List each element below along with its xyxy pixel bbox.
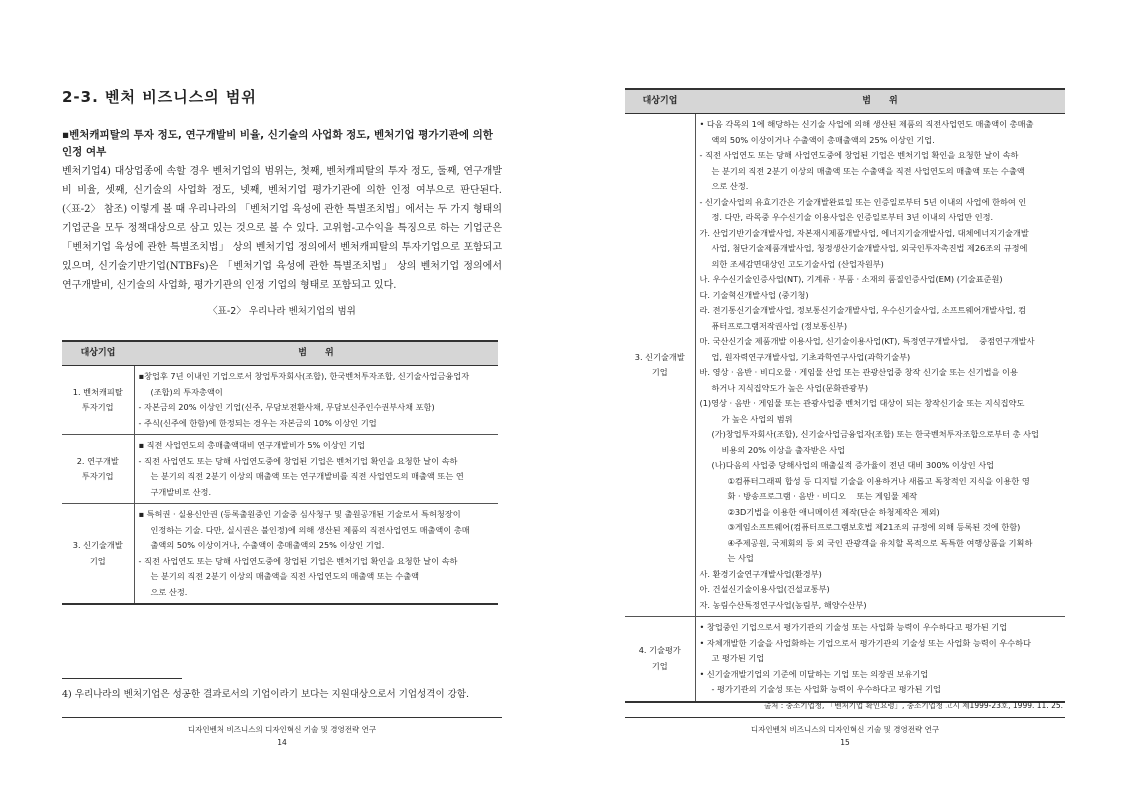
body-paragraph: 벤처기업4) 대상업종에 속할 경우 벤처기업의 범위는, 첫째, 벤처캐피탈의 투자 정도, 둘째, 연구개발비 비율, 셋째, 신기술의 사업화 정도, 넷째, 벤처기업 평가기관에 의한 인정 여부으로 판단된다.(〈표-2〉 참조) 이렇게 볼 때 우리나라의 「벤처기업 육성에 관한 특별조치법」에서는 두 가지 형태의 기업군을 모두 정책대상으로 삼고 있는 것으로 볼 수 있다. 고위험-고수익을 특징으로 하는 기업군은 「벤처기업 육성에 관한 특별조치법」 상의 벤처기업 정의에서 벤처캐피탈의 투자기업으로 포함되고 있으며, 신기술기반기업(NTBFs)은 「벤처기업 육성에 관한 특별조치법」 상의 벤처기업 정의에서 연구개발비, 신기술의 사업화, 평가기관의 인정 기업의 형태로 포함되고 있다. — [62, 166, 502, 291]
scope-line: (나)다음의 사업중 당해사업의 매출실적 증가율이 전년 대비 300% 이상인 사업 — [711, 460, 995, 470]
scope-line: 인정하는 기술. 다만, 실시권은 불인정)에 의해 생산된 제품의 직전사업연도 매출액이 총매 — [150, 524, 470, 535]
row-scope — [695, 617, 1065, 702]
col-header-target: 대상기업 — [625, 89, 695, 114]
scope-line: 고 평가된 기업 — [711, 653, 765, 663]
footer-title: 디자인벤처 비즈니스의 디자인혁신 기술 및 경영전략 연구 — [750, 725, 940, 734]
scope-line: 사업, 첨단기술제품개발사업, 청정생산기술개발사업, 외국인투자촉진법 제26조의 규정에 — [711, 243, 1028, 253]
row-category-line: 3. 신기술개발 — [72, 540, 123, 550]
row-scope — [695, 114, 1065, 617]
scope-line: 출액의 50% 이상이거나, 수출액이 총매출액의 25% 이상인 기업. — [150, 540, 385, 550]
scope-line: 나. 우수신기술인증사업(NT), 기계류 · 부품 · 소재의 품질인증사업(EM) (기술표준원) — [699, 274, 1003, 284]
page-number: 15 — [840, 738, 850, 747]
row-category — [625, 114, 695, 617]
row-category-line: 기업 — [651, 367, 668, 377]
scope-line: ③게임소프트웨어(컴퓨터프로그램보호법 제21조의 규정에 의해 등록된 것에 한함) — [727, 522, 1021, 532]
scope-line: 가 높은 사업의 범위 — [721, 413, 793, 424]
venture-scope-table-right — [625, 88, 1065, 703]
scope-line: 하거나 지식집약도가 높은 사업(문화관광부) — [711, 382, 869, 393]
table-row — [625, 114, 1065, 617]
right-page — [565, 0, 1125, 792]
scope-line: 는 분기의 직전 2분기 이상의 매출액 또는 수출액을 직전 사업연도의 매출액 또는 수출액 — [711, 165, 1025, 176]
row-category-line: 투자기업 — [81, 471, 114, 481]
source-note: 출처 : 중소기업청, 「벤처기업 확인요령」, 중소기업청 고시 제1999-23호, 1999. 11. 25. — [763, 701, 1063, 710]
row-category — [62, 366, 134, 435]
venture-scope-table-left — [62, 340, 498, 605]
scope-line: - 평가기관의 기술성 또는 사업화 능력이 우수하다고 평가된 기업 — [711, 684, 941, 694]
footer-title: 디자인벤처 비즈니스의 디자인혁신 기술 및 경영전략 연구 — [187, 725, 377, 734]
row-category — [62, 504, 134, 605]
row-category-line: 3. 신기술개발 — [634, 351, 685, 362]
row-category-line: 2. 연구개발 — [76, 455, 119, 466]
scope-line: • 다음 각목의 1에 해당하는 신기술 사업에 의해 생산된 제품의 직전사업연도 매출액이 총매출 — [699, 119, 1034, 129]
scope-line: 마. 국산신기술 제품개발 이용사업, 신기술이용사업(KT), 특정연구개발사업, 중점연구개발사 — [699, 336, 1035, 346]
col-header-scope: 범 위 — [134, 341, 498, 366]
scope-line: • 자체개발한 기술을 사업화하는 기업으로서 평가기관의 기술성 또는 사업화 능력이 우수하다 — [699, 637, 1031, 648]
page-footer — [625, 723, 1065, 749]
scope-line: (가)창업투자회사(조합), 신기술사업금융업자(조합) 또는 한국벤처투자조합으로부터 총 사업 — [711, 429, 1039, 439]
scope-line: 비용의 20% 이상을 출자받은 사업 — [721, 444, 846, 455]
scope-line: 바. 영상 · 음반 · 비디오물 · 게임물 산업 또는 관광산업중 창작 신기술 또는 신기법을 이용 — [699, 367, 1018, 377]
footnote: 4) 우리나라의 벤처기업은 성공한 결과로서의 기업이라기 보다는 지원대상으로서 기업성격이 강함. — [62, 689, 470, 700]
scope-line: 의한 조세감면대상인 고도기술사업 (산업자원부) — [711, 258, 884, 269]
page-number: 14 — [277, 738, 287, 747]
scope-line: ▪ 특허권 · 실용신안권 (등록출원중인 기술중 심사청구 및 출원공개된 기술로서 특허청장이 — [138, 509, 461, 519]
scope-line: - 직전 사업연도 또는 당해 사업연도중에 창업된 기업은 벤처기업 확인을 요청한 날이 속하 — [138, 455, 458, 466]
col-header-target: 대상기업 — [62, 341, 134, 366]
scope-line: 으로 산정. — [711, 181, 749, 191]
scope-line: 다. 기술혁신개발사업 (중기청) — [699, 289, 809, 300]
scope-line: 는 사업 — [727, 553, 754, 563]
row-scope — [134, 504, 498, 605]
scope-line: - 직전 사업연도 또는 당해 사업연도중에 창업된 기업은 벤처기업 확인을 요청한 날이 속하 — [699, 150, 1019, 160]
scope-line: 는 분기의 직전 2분기 이상의 매출액 또는 연구개발비를 직전 사업연도의 매출액 또는 연 — [150, 471, 464, 481]
scope-line: 구개발비로 산정. — [150, 486, 212, 497]
page-footer — [62, 723, 502, 749]
row-category-line: 기업 — [651, 660, 668, 671]
table-row — [62, 435, 498, 504]
scope-line: - 자본금의 20% 이상인 기업(신주, 무담보전환사채, 무담보신주인수권부사채 포함) — [138, 402, 435, 412]
row-category-line: 1. 벤처캐피탈 — [72, 386, 123, 397]
table-caption: 〈표-2〉 우리나라 벤처기업의 범위 — [208, 306, 356, 317]
row-category-line: 투자기업 — [81, 402, 114, 412]
row-scope — [134, 366, 498, 435]
footer-rule — [62, 717, 502, 718]
footer-rule — [625, 717, 1065, 718]
scope-line: • 신기술개발기업의 기준에 미달하는 기업 또는 의장권 보유기업 — [699, 668, 929, 679]
scope-line: 는 분기의 직전 2분기 이상의 매출액을 직전 사업연도의 매출액 또는 수출액 — [150, 571, 420, 581]
table-row — [625, 617, 1065, 702]
table-row — [62, 504, 498, 605]
scope-line: 라. 전기통신기술개발사업, 정보통신기술개발사업, 우수신기술사업, 소프트웨어개발사업, 컴 — [699, 305, 1027, 315]
scope-line: 액의 50% 이상이거나 수출액이 총매출액의 25% 이상인 기업. — [711, 134, 935, 145]
scope-line: 정. 다만, 라목중 우수신기술 이용사업은 인증일로부터 3년 이내의 사업만 인정. — [711, 212, 994, 222]
scope-line: - 신기술사업의 유효기간은 기술개발완료일 또는 인증일로부터 5년 이내의 사업에 한하여 인 — [699, 196, 1027, 207]
scope-line: 업, 원자력연구개발사업, 기초과학연구사업(과학기술부) — [711, 351, 911, 362]
scope-line: • 창업중인 기업으로서 평가기관의 기술성 또는 사업화 능력이 우수하다고 평가된 기업 — [699, 622, 1008, 632]
table-row — [62, 366, 498, 435]
scope-line: 사. 환경기술연구개발사업(환경부) — [699, 568, 822, 579]
scope-line: - 직전 사업연도 또는 당해 사업연도중에 창업된 기업은 벤처기업 확인을 요청한 날이 속하 — [138, 555, 458, 566]
scope-line: 화 · 방송프로그램 · 음반 · 비디오 또는 게임물 제작 — [727, 491, 918, 501]
scope-line: 아. 건설신기술이용사업(건설교통부) — [699, 584, 830, 594]
subheading: ▪벤처캐피탈의 투자 정도, 연구개발비 비율, 신기술의 사업화 정도, 벤처기업 평가기관에 의한 인정 여부 — [62, 129, 493, 158]
scope-line: 자. 농림수산특정연구사업(농림부, 해양수산부) — [699, 599, 867, 610]
col-header-scope: 범 위 — [695, 89, 1065, 114]
scope-line: 으로 산정. — [150, 586, 188, 597]
scope-line: ▪창업후 7년 이내인 기업으로서 창업투자회사(조합), 한국벤처투자조합, 신기술사업금융업자 — [138, 371, 470, 381]
scope-line: ④주제공원, 국제회의 등 외 국인 관광객을 유치할 목적으로 독특한 여행상품을 기획하 — [727, 537, 1033, 548]
footnote-rule — [62, 678, 182, 679]
row-category-line: 4. 기술평가 — [638, 645, 681, 656]
section-heading: 2-3. 벤처 비즈니스의 범위 — [62, 88, 257, 106]
scope-line: (조합)의 투자총액이 — [150, 386, 223, 397]
row-category — [62, 435, 134, 504]
scope-line: ①컴퓨터그래픽 합성 등 디지털 기술을 이용하거나 새롭고 독창적인 지식을 이용한 영 — [727, 475, 1030, 486]
row-scope — [134, 435, 498, 504]
scope-line: 퓨터프로그램저작권사업 (정보통신부) — [711, 320, 848, 331]
scope-line: - 주식(신주에 한함)에 한정되는 경우는 자본금의 10% 이상인 기업 — [138, 417, 377, 428]
scope-line: ▪ 직전 사업연도의 총매출액대비 연구개발비가 5% 이상인 기업 — [138, 440, 366, 450]
scope-line: (1)영상 · 음반 · 게임물 또는 관광사업중 벤처기업 대상이 되는 창작신기술 또는 지식집약도 — [699, 398, 1025, 408]
row-category — [625, 617, 695, 702]
scope-line: 가. 산업기반기술개발사업, 자본재시제품개발사업, 에너지기술개발사업, 대체에너지기술개발 — [699, 227, 1029, 238]
scope-line: ②3D기법을 이용한 애니메이션 제작(단순 하청제작은 제외) — [727, 506, 940, 517]
row-category-line: 기업 — [89, 555, 106, 566]
left-page — [0, 0, 560, 792]
